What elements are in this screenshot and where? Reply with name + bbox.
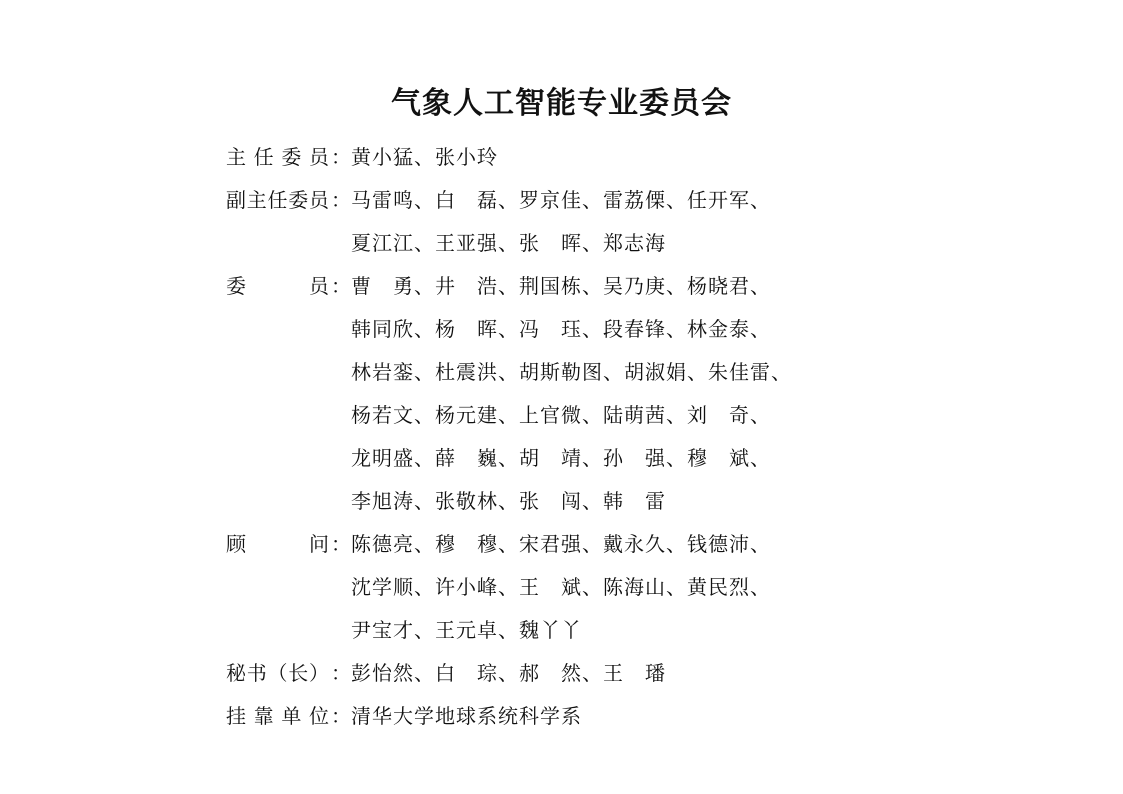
section-director [226,136,886,179]
section-label [226,179,351,222]
name-line: 马雷鸣、白 磊、罗京佳、雷荔傈、任开军、 [351,188,771,212]
section-names [351,652,886,695]
section-colon: ： [331,532,351,556]
name-line: 龙明盛、薛 巍、胡 靖、孙 强、穆 斌、 [351,446,771,470]
section-advisors [226,523,886,652]
document-title: 气象人工智能专业委员会 [391,86,732,121]
name-line: 林岩銮、杜震洪、胡斯勒图、胡淑娟、朱佳雷、 [351,360,792,384]
section-label-text: 委 员 [226,274,329,298]
section-colon: ： [331,188,351,212]
section-colon: ： [331,661,351,685]
section-label-text: 主 任 委 员 [226,145,329,169]
name-line: 杨若文、杨元建、上官微、陆萌茜、刘 奇、 [351,403,771,427]
name-line: 韩同欣、杨 晖、冯 珏、段春锋、林金泰、 [351,317,771,341]
name-line: 陈德亮、穆 穆、宋君强、戴永久、钱德沛、 [351,532,771,556]
section-label-text: 顾 问 [226,532,329,556]
section-host-unit [226,695,886,738]
section-names [351,265,886,523]
name-line: 曹 勇、井 浩、荆国栋、吴乃庚、杨晓君、 [351,274,771,298]
section-colon: ： [331,274,351,298]
name-line: 沈学顺、许小峰、王 斌、陈海山、黄民烈、 [351,575,771,599]
section-label [226,523,351,566]
section-names [351,695,886,738]
name-line: 清华大学地球系统科学系 [351,704,582,728]
section-label-text: 挂 靠 单 位 [226,704,329,728]
name-line: 李旭涛、张敬林、张 闯、韩 雷 [351,489,666,513]
section-names [351,179,886,265]
section-label [226,136,351,179]
section-deputy-director [226,179,886,265]
section-secretary [226,652,886,695]
section-members [226,265,886,523]
name-line: 尹宝才、王元卓、魏丫丫 [351,618,582,642]
section-colon: ： [331,145,351,169]
section-label-text: 秘书（长） [226,661,329,685]
section-label [226,695,351,738]
name-line: 夏江江、王亚强、张 晖、郑志海 [351,231,666,255]
section-colon: ： [331,704,351,728]
section-label [226,652,351,695]
name-line: 黄小猛、张小玲 [351,145,498,169]
section-names [351,523,886,652]
name-line: 彭怡然、白 琮、郝 然、王 璠 [351,661,666,685]
section-label [226,265,351,308]
section-names [351,136,886,179]
section-label-text: 副主任委员 [226,188,329,212]
committee-roster [226,136,886,738]
